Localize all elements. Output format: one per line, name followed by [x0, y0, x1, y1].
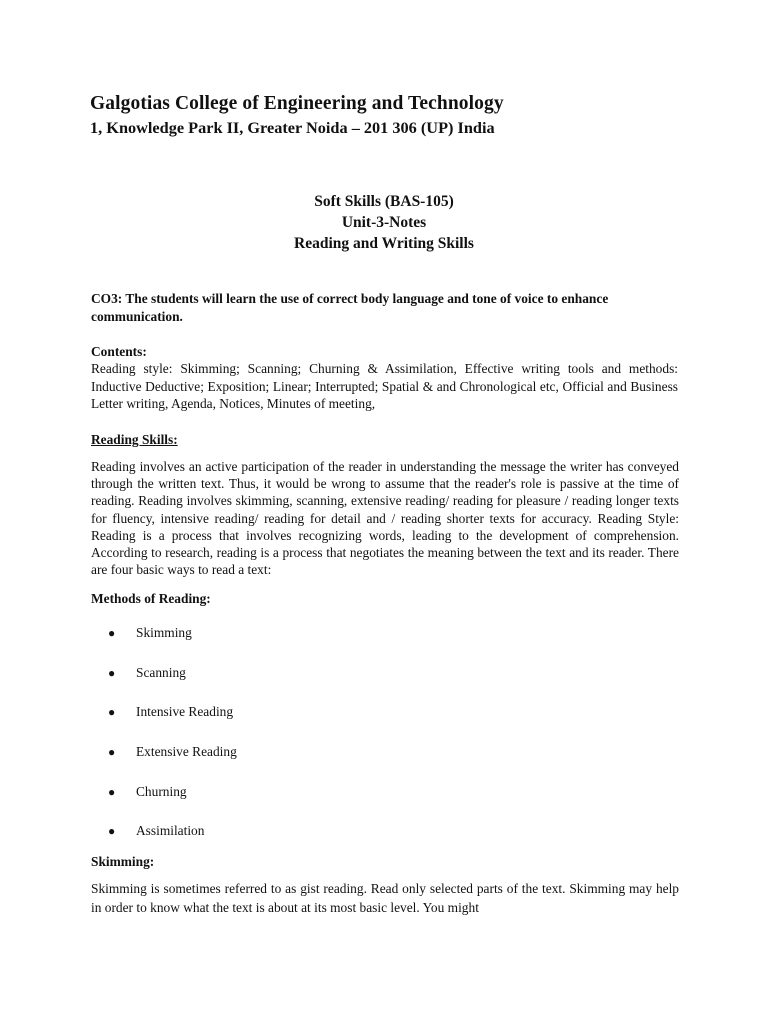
course-outcome-statement: CO3: The students will learn the use of correct body language and tone of voice to enhance communication. [91, 291, 609, 324]
bullet-icon: ● [108, 626, 116, 640]
list-item [108, 743, 237, 783]
list-item [108, 624, 237, 664]
list-item-label: Skimming [136, 625, 192, 640]
list-item-label: Extensive Reading [136, 744, 237, 760]
bullet-icon: ● [108, 745, 116, 760]
course-title: Soft Skills (BAS-105) [314, 193, 454, 210]
bullet-icon: ● [108, 784, 116, 799]
bullet-icon: ● [108, 705, 116, 720]
list-item-label: Assimilation [136, 823, 205, 839]
list-item-label: Churning [136, 783, 187, 799]
list-item [108, 664, 237, 704]
list-item-label: Scanning [136, 664, 186, 680]
methods-of-reading-heading: Methods of Reading: [91, 591, 211, 606]
list-item [108, 703, 237, 743]
topic-title: Reading and Writing Skills [294, 235, 474, 252]
skimming-paragraph: Skimming is sometimes referred to as gist reading. Read only selected parts of the text. Skimming may help in order to know what the text is about at its most basic level. You might [91, 881, 679, 915]
methods-of-reading-list [108, 624, 237, 862]
contents-paragraph: Reading style: Skimming; Scanning; Churning & Assimilation, Effective writing tools and methods: Inductive Deductive; Exposition; Linear; Interrupted; Spatial & and Chronological etc, Official and Business Letter writing, Agenda, Notices, Minutes of meeting, [91, 361, 678, 411]
college-name: Galgotias College of Engineering and Technology [90, 93, 504, 114]
reading-skills-paragraph: Reading involves an active participation of the reader in understanding the message the writer has conveyed through the written text. Thus, it would be wrong to assume that the reader's role is passive at the time of reading. Reading involves skimming, scanning, extensive reading/ reading for pleasure / reading longer texts for fluency, intensive reading/ reading for detail and / reading shorter texts for accuracy. Reading Style: Reading is a process that involves recognizing words, leading to the development of comprehension. According to research, reading is a process that negotiates the meaning between the text and its reader. There are four basic ways to read a text: [91, 459, 679, 578]
bullet-icon: ● [108, 665, 116, 680]
bullet-icon: ● [108, 824, 116, 839]
college-address: 1, Knowledge Park II, Greater Noida – 201 306 (UP) India [90, 118, 495, 137]
contents-heading: Contents: [91, 344, 147, 359]
skimming-heading: Skimming: [91, 854, 155, 869]
reading-skills-heading: Reading Skills: [91, 432, 178, 447]
list-item [108, 783, 237, 823]
unit-title: Unit-3-Notes [341, 214, 427, 231]
list-item-label: Intensive Reading [136, 704, 234, 720]
